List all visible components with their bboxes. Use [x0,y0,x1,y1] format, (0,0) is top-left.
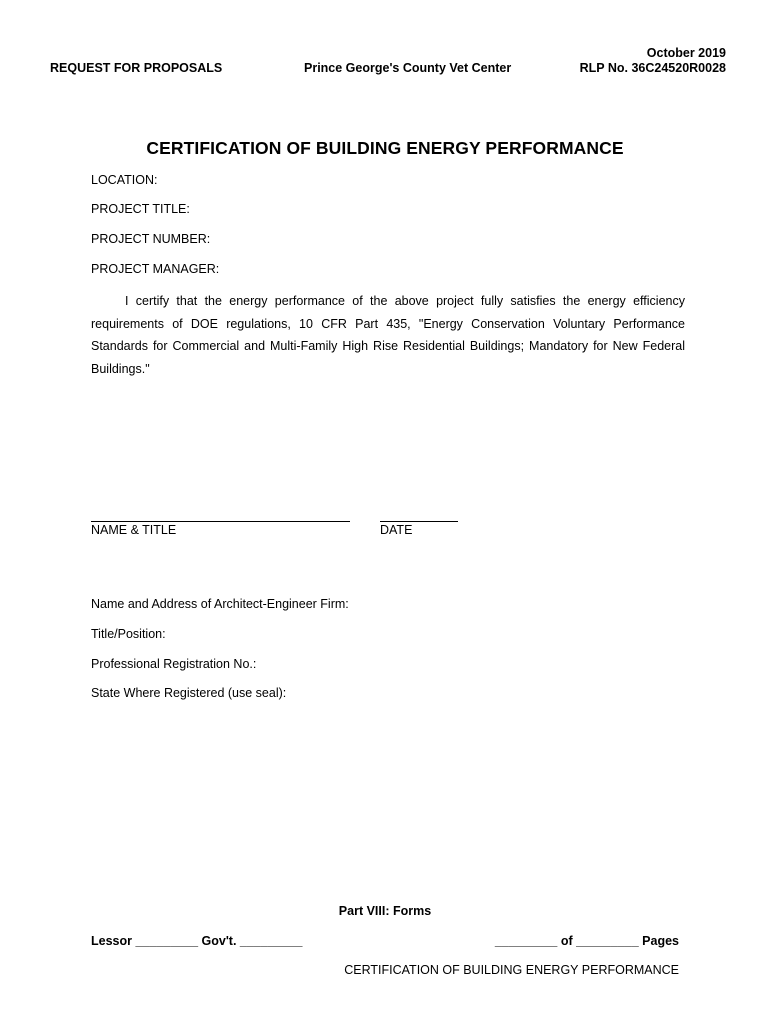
header-date: October 2019 [646,46,726,60]
certification-paragraph [91,290,685,381]
project-manager-label: PROJECT MANAGER: [91,262,220,276]
header-rfp-label: REQUEST FOR PROPOSALS [50,61,223,75]
header-project-name: Prince George's County Vet Center [304,61,512,75]
date-signature-line [380,521,458,522]
location-label: LOCATION: [91,173,158,187]
footer-page-count: _________ of _________ Pages [494,934,679,948]
date-label: DATE [380,523,413,537]
name-signature-line [91,521,350,522]
project-title-label: PROJECT TITLE: [91,202,190,216]
firm-name-address-label: Name and Address of Architect-Engineer Firm: [91,597,349,611]
footer-document-title: CERTIFICATION OF BUILDING ENERGY PERFORMANCE [344,963,679,977]
footer-lessor-govt: Lessor _________ Gov't. _________ [91,934,303,948]
registration-number-label: Professional Registration No.: [91,657,257,671]
certification-text: I certify that the energy performance of the above project fully satisfies the energy efficiency requirements of DOE regulations, 10 CFR Part 435, "Energy Conservation Voluntary Performance Standards for Commercial and Multi-Family High Rise Residential Buildings; Mandatory for New Federal Buildings." [91,294,685,377]
project-number-label: PROJECT NUMBER: [91,232,211,246]
document-title: CERTIFICATION OF BUILDING ENERGY PERFORMANCE [146,138,624,158]
footer-part-label: Part VIII: Forms [338,904,432,918]
title-position-label: Title/Position: [91,627,166,641]
name-title-label: NAME & TITLE [91,523,177,537]
header-rlp-number: RLP No. 36C24520R0028 [579,61,726,75]
state-registered-label: State Where Registered (use seal): [91,686,287,700]
